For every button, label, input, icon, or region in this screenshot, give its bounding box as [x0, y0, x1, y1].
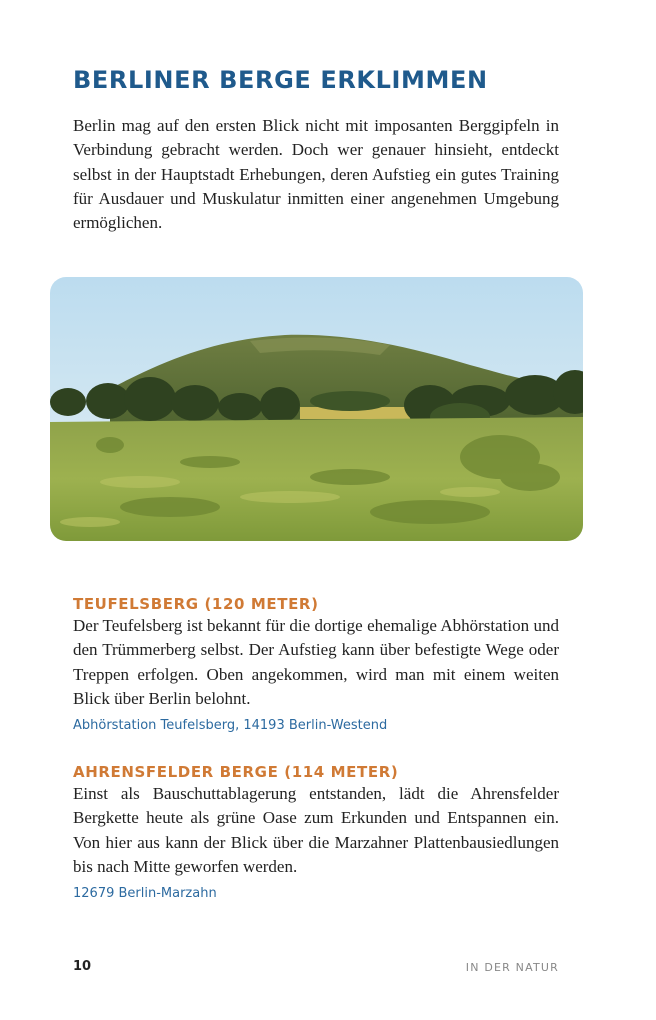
section-address: 12679 Berlin-Marzahn	[73, 886, 217, 902]
section-ahrensfelder-berge	[73, 763, 559, 901]
page-number: 10	[73, 959, 92, 974]
section-text: Einst als Bauschuttablagerung entstanden, lädt die Ahrensfelder Bergkette heute als grüne Oase zum Erkunden und Entspannen ein. Von hier aus kann der Blick über die Marzahner Plattenbausiedlungen bis nach Mitte geworfen werden.	[73, 784, 559, 876]
section-address: Abhörstation Teufelsberg, 14193 Berlin-Westend	[73, 718, 388, 734]
chapter-label: IN DER NATUR	[465, 961, 559, 974]
section-text: Der Teufelsberg ist bekannt für die dortige ehemalige Abhörstation und den Trümmerberg selbst. Der Aufstieg kann über befestigte Wege oder Treppen erfolgen. Oben angekommen, wird man mit einem weiten Blick über Berlin belohnt.	[73, 616, 559, 708]
section-heading: AHRENSFELDER BERGE (114 METER)	[73, 763, 399, 781]
page-title: BERLINER BERGE ERKLIMMEN	[73, 66, 488, 94]
hill-landscape-photo	[50, 277, 583, 541]
intro-paragraph: Berlin mag auf den ersten Blick nicht mit imposanten Berggipfeln in Verbindung gebracht werden. Doch wer genauer hinsieht, entdeckt selbst in der Hauptstadt Erhebungen, deren Aufstieg ein gutes Training für Ausdauer und Muskulatur inmitten einer angenehmen Umgebung ermöglichen.	[73, 116, 559, 233]
section-heading: TEUFELSBERG (120 METER)	[73, 595, 319, 613]
section-teufelsberg	[73, 595, 559, 733]
